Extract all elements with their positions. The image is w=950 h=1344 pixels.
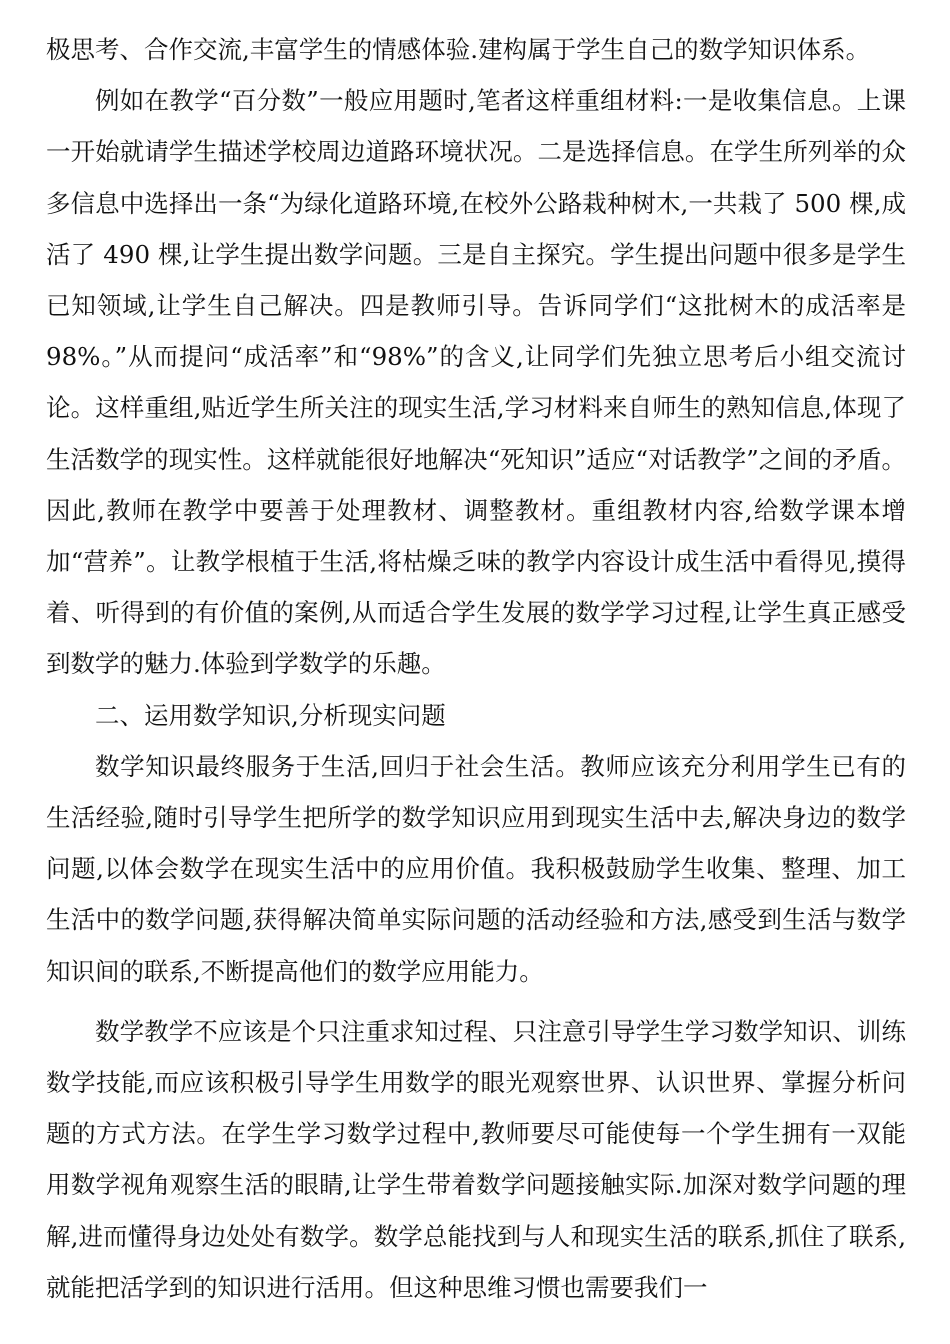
paragraph-application: 数学知识最终服务于生活,回归于社会生活。教师应该充分利用学生已有的生活经验,随时引导学生把所学的数学知识应用到现实生活中去,解决身边的数学问题,以体会数学在现实生活中的应用价值。我积极鼓励学生收集、整理、加工生活中的数学问题,获得解决简单实际问题的活动经验和方法,感受到生活与数学知识间的联系,不断提高他们的数学应用能力。 xyxy=(46,751,906,986)
section-heading: 二、运用数学知识,分析现实问题 xyxy=(95,700,446,730)
paragraph-continued: 极思考、合作交流,丰富学生的情感体验.建构属于学生自己的数学知识体系。 xyxy=(46,35,871,64)
document-page xyxy=(46,24,906,1313)
paragraph-teaching: 数学教学不应该是个只注重求知过程、只注意引导学生学习数学知识、训练数学技能,而应该积极引导学生用数学的眼光观察世界、认识世界、掌握分析问题的方式方法。在学生学习数学过程中,教师要尽可能使每一个学生拥有一双能用数学视角观察生活的眼睛,让学生带着数学问题接触实际.加深对数学问题的理解,进而懂得身边处处有数学。数学总能找到与人和现实生活的联系,抓住了联系,就能把活学到的知识进行活用。但这种思维习惯也需要我们一 xyxy=(46,1016,906,1302)
paragraph-example: 例如在教学“百分数”一般应用题时,笔者这样重组材料:一是收集信息。上课一开始就请学生描述学校周边道路环境状况。二是选择信息。在学生所列举的众多信息中选择出一条“为绿化道路环境,在校外公路栽种树木,一共栽了 500 棵,成活了 490 棵,让学生提出数学问题。三是自主探究。学生提出问题中很多是学生已知领域,让学生自己解决。四是教师引导。告诉同学们“这批树木的成活率是 98%。”从而提问“成活率”和“98%”的含义,让同学们先独立思考后小组交流讨论。这样重组,贴近学生所关注的现实生活,学习材料来自师生的熟知信息,体现了生活数学的现实性。这样就能很好地解决“死知识”适应“对话教学”之间的矛盾。因此,教师在教学中要善于处理教材、调整教材。重组教材内容,给数学课本增加“营养”。让教学根植于生活,将枯燥乏味的教学内容设计成生活中看得见,摸得着、听得到的有价值的案例,从而适合学生发展的数学学习过程,让学生真正感受到数学的魅力.体验到学数学的乐趣。 xyxy=(46,86,906,679)
